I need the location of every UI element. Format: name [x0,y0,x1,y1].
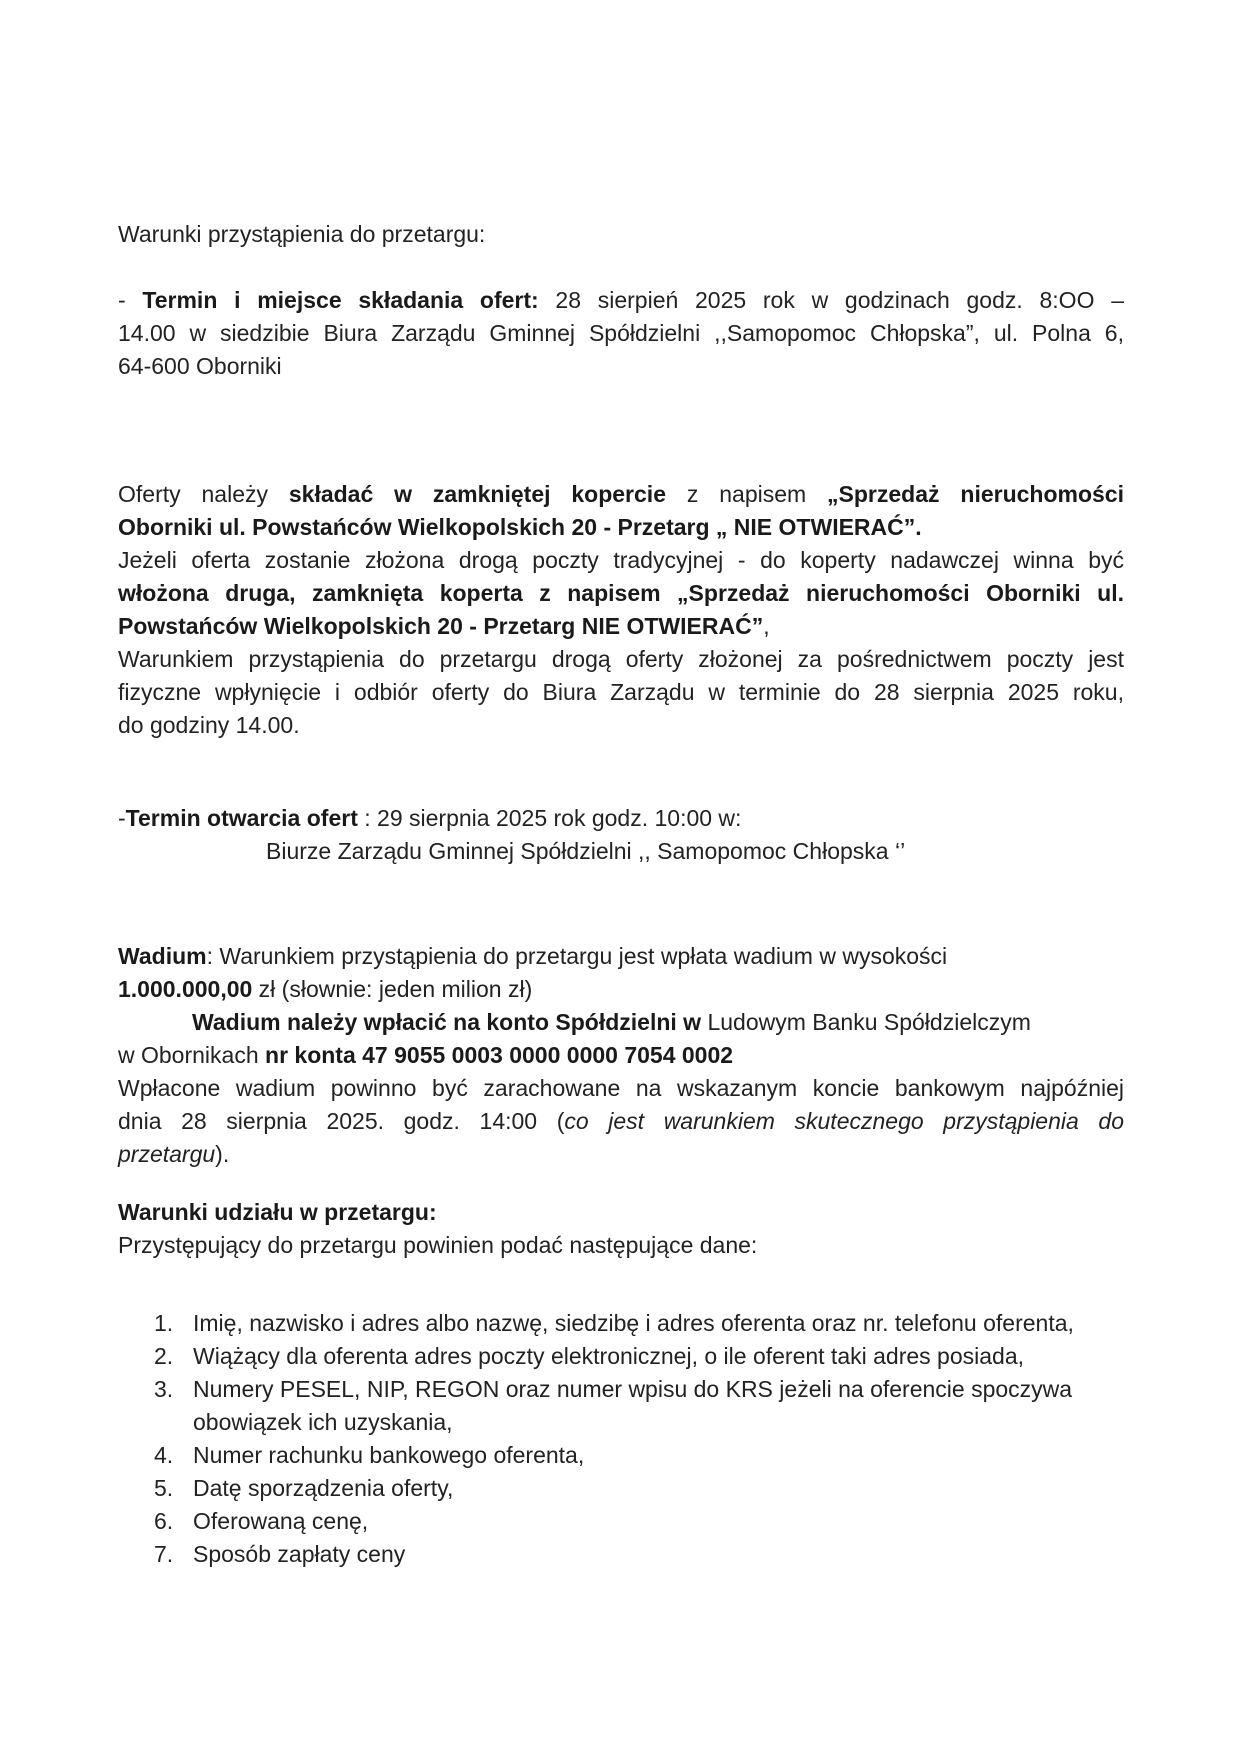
list-item-text: Datę sporządzenia oferty, [193,1475,454,1501]
wadium-line-7-b: ). [215,1141,230,1167]
list-item [118,1505,1124,1538]
requirements-list [118,1307,1124,1571]
wadium-line-6-italic: co jest warunkiem skutecznego przystąpienia do [564,1108,1124,1134]
list-item-text: Numer rachunku bankowego oferenta, [193,1442,585,1468]
offers-line-5-a: Powstańców Wielkopolskich 20 - Przetarg NIE OTWIERAĆ” [118,613,764,639]
wadium-line-2 [118,973,1124,1006]
participation-heading: Warunki udziału w przetargu: [118,1199,437,1225]
offers-line-6: Warunkiem przystąpienia do przetargu drogą oferty złożonej za pośrednictwem poczty jest [118,646,1124,672]
submission-line-3: 64-600 Oborniki [118,353,282,379]
wadium-line-1-rest: : Warunkiem przystąpienia do przetargu jest wpłata wadium w wysokości [206,943,948,969]
list-item-number: 3. [154,1376,174,1402]
offers-line-1-a: Oferty należy [118,481,289,507]
offers-line-2: Oborniki ul. Powstańców Wielkopolskich 20 - Przetarg „ NIE OTWIERAĆ”. [118,514,922,540]
list-item-text: Imię, nazwisko i adres albo nazwę, siedzibę i adres oferenta oraz nr. telefonu oferenta, [193,1310,1074,1336]
wadium-line-3-rest: Ludowym Banku Spółdzielczym [701,1009,1031,1035]
intro-text: Warunki przystąpienia do przetargu: [118,221,486,247]
offers-line-8: do godziny 14.00. [118,712,300,738]
list-item-text: Wiążący dla oferenta adres poczty elektronicznej, o ile oferent taki adres posiada, [193,1343,1024,1369]
participation-section [118,1196,1124,1262]
list-item [118,1472,1124,1505]
submission-line-1-rest: 28 sierpień 2025 rok w godzinach godz. 8:OO – [538,287,1124,313]
list-item-number: 5. [154,1475,174,1501]
offers-line-1-d: „Sprzedaż nieruchomości [827,481,1124,507]
list-item-text: Numery PESEL, NIP, REGON oraz numer wpisu do KRS jeżeli na oferencie spoczywa obowiązek ich uzyskania, [193,1376,1073,1435]
wadium-line-7 [118,1138,1124,1171]
list-item [118,1307,1124,1340]
wadium-line-6 [118,1105,1124,1138]
offers-line-1-c: z napisem [665,481,828,507]
list-item [118,1373,1124,1439]
opening-rest: : 29 sierpnia 2025 rok godz. 10:00 w: [357,805,742,831]
offers-line-1 [118,478,1124,511]
submission-line-1 [118,284,1124,317]
submission-line-2: 14.00 w siedzibie Biura Zarządu Gminnej Spółdzielni ,,Samopomoc Chłopska”, ul. Polna 6, [118,320,1124,346]
offers-line-1-b: składać w zamkniętej kopercie [288,481,666,507]
list-item [118,1340,1124,1373]
opening-section [118,802,1124,868]
wadium-line-3-bold: Wadium należy wpłacić na konto Spółdzielni w [192,1009,702,1035]
wadium-currency: zł [252,976,276,1002]
offers-line-5-b: , [763,613,770,639]
submission-dash: - [118,287,143,313]
list-item-text: Oferowaną cenę, [193,1508,369,1534]
list-item [118,1538,1124,1571]
list-item-number: 7. [154,1541,174,1567]
participation-lead: Przystępujący do przetargu powinien podać następujące dane: [118,1232,758,1258]
offers-line-3: Jeżeli oferta zostanie złożona drogą poczty tradycyjnej - do koperty nadawczej winna być [118,547,1124,573]
offers-line-7: fizyczne wpłynięcie i odbiór oferty do Biura Zarządu w terminie do 28 sierpnia 2025 roku, [118,679,1124,705]
list-item-number: 2. [154,1343,174,1369]
wadium-section [118,940,1124,1171]
list-item [118,1439,1124,1472]
wadium-line-4 [118,1039,1124,1072]
list-item-text: Sposób zapłaty ceny [193,1541,406,1567]
wadium-line-6-a: dnia 28 sierpnia 2025. godz. 14:00 ( [118,1108,565,1134]
offers-line-5 [118,610,1124,643]
intro-line [118,218,1124,251]
wadium-line-4-a: w Obornikach [118,1042,266,1068]
wadium-words: (słownie: jeden milion zł) [275,976,533,1002]
wadium-amount: 1.000.000,00 [118,976,253,1002]
list-item-number: 6. [154,1508,174,1534]
wadium-account-number: nr konta 47 9055 0003 0000 0000 7054 0002 [265,1042,734,1068]
wadium-line-7-italic: przetargu [118,1141,216,1167]
opening-dash: - [118,805,126,831]
submission-section [118,284,1124,383]
offers-line-4: włożona druga, zamknięta koperta z napisem „Sprzedaż nieruchomości Oborniki ul. [118,580,1124,606]
opening-label: Termin otwarcia ofert [125,805,358,831]
submission-label: Termin i miejsce składania ofert: [142,287,539,313]
offers-section [118,478,1124,742]
wadium-label: Wadium [118,943,207,969]
wadium-line-3 [118,1006,1124,1039]
list-item-number: 1. [154,1310,174,1336]
opening-line-1 [118,802,1124,835]
wadium-line-1 [118,940,1124,973]
wadium-line-5: Wpłacone wadium powinno być zarachowane na wskazanym koncie bankowym najpóźniej [118,1075,1124,1101]
list-item-number: 4. [154,1442,174,1468]
opening-place: Biurze Zarządu Gminnej Spółdzielni ,, Samopomoc Chłopska ‘’ [266,838,906,864]
